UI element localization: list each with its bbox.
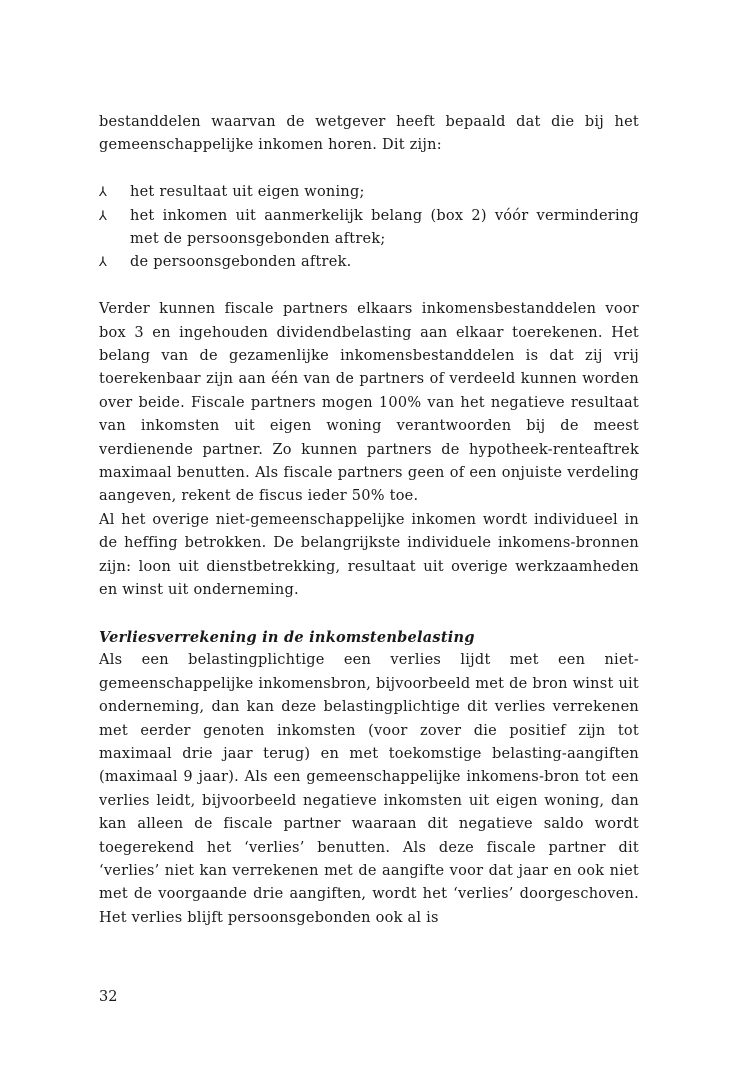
spacer	[99, 603, 639, 626]
list-item-text: het resultaat uit eigen woning;	[130, 184, 365, 201]
spacer	[99, 275, 639, 298]
list-item-text: het inkomen uit aanmerkelijk belang (box 2) vóór vermindering met de persoonsgebonden aftrek;	[130, 207, 639, 248]
intro-paragraph: bestanddelen waarvan de wetgever heeft bepaald dat die bij het gemeenschappelijke inkomen horen. Dit zijn:	[99, 114, 639, 154]
section-heading: Verliesverrekening in de inkomstenbelasting	[99, 628, 475, 646]
list-item	[99, 181, 639, 204]
arrow-bullet-icon: ⅄	[99, 255, 108, 271]
arrow-bullet-icon: ⅄	[99, 185, 108, 201]
page-number: 32	[99, 989, 118, 1005]
list-item	[99, 205, 639, 252]
list-item	[99, 251, 639, 274]
spacer	[99, 158, 639, 181]
loss-offset-paragraph: Als een belastingplichtige een verlies lijdt met een niet-gemeenschappelijke inkomensbron, bijvoorbeeld met de bron winst uit onderneming, dan kan deze belastingplichtige dit verlies verrekenen met eerder genoten inkomsten (voor zover die positief zijn tot maximaal drie jaar terug) en met toekomstige belasting-aangiften (maximaal 9 jaar). Als een gemeenschappelijke inkomens-bron tot een verlies leidt, bijvoorbeeld negatieve inkomsten uit eigen woning, dan kan alleen de fiscale partner waaraan dit negatieve saldo wordt toegerekend het ‘verlies’ benutten. Als deze fiscale partner dit ‘verlies’ niet kan verrekenen met de aangifte voor dat jaar en ook niet met de voorgaande drie aangiften, wordt het ‘verlies’ doorgeschoven. Het verlies blijft persoonsgebonden ook al is	[99, 652, 639, 926]
arrow-bullet-icon: ⅄	[99, 208, 108, 224]
individual-income-paragraph: Al het overige niet-gemeenschappelijke inkomen wordt individueel in de heffing betrokken. De belangrijkste individuele inkomens-bronnen zijn: loon uit dienstbetrekking, resultaat uit overige werkzaamheden en winst uit onderneming.	[99, 511, 639, 599]
page-body	[99, 111, 639, 930]
bullet-list	[99, 181, 639, 275]
list-item-text: de persoonsgebonden aftrek.	[130, 254, 352, 271]
partners-paragraph: Verder kunnen fiscale partners elkaars inkomensbestanddelen voor box 3 en ingehouden dividendbelasting aan elkaar toerekenen. Het belang van de gezamenlijke inkomensbestanddelen is dat zij vrij toerekenbaar zijn aan één van de partners of verdeeld kunnen worden over beide. Fiscale partners mogen 100% van het negatieve resultaat van inkomsten uit eigen woning verantwoorden bij de meest verdienende partner. Zo kunnen partners de hypotheek-renteaftrek maximaal benutten. Als fiscale partners geen of een onjuiste verdeling aangeven, rekent de fiscus ieder 50% toe.	[99, 301, 639, 505]
